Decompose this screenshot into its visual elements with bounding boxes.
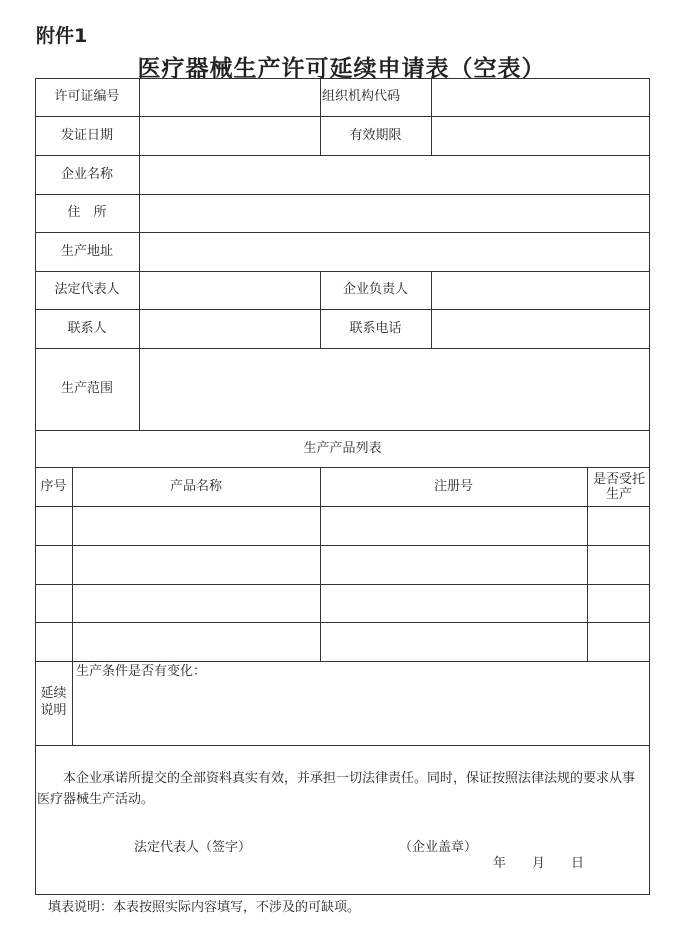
col-line — [72, 467, 73, 745]
header-registration-no: 注册号 — [433, 478, 473, 494]
label-valid-until: 有效期限 — [349, 127, 402, 143]
product-list-title: 生产产品列表 — [303, 440, 382, 456]
label-contact-phone: 联系电话 — [349, 320, 402, 336]
company-seal: （企业盖章） — [399, 840, 478, 855]
sign-date: 年 月 日 — [493, 856, 585, 871]
label-legal-rep: 法定代表人 — [54, 282, 120, 297]
label-production-scope: 生产范围 — [60, 381, 113, 396]
label-company-name: 企业名称 — [60, 166, 113, 182]
renewal-prompt: 生产条件是否有变化： — [76, 664, 207, 679]
label-production-address: 生产地址 — [60, 243, 113, 259]
row-line — [35, 545, 650, 546]
label-org-code: 组织机构代码 — [322, 89, 401, 104]
label-issue-date: 发证日期 — [60, 127, 113, 143]
header-index: 序号 — [40, 478, 67, 494]
col-line — [431, 271, 432, 348]
row-line — [35, 584, 650, 585]
label-contact: 联系人 — [67, 320, 107, 336]
row-line — [35, 745, 650, 746]
footer-note: 填表说明：本表按照实际内容填写，不涉及的可缺项。 — [48, 900, 361, 915]
attachment-label: 附件1 — [36, 25, 88, 47]
label-residence: 住 所 — [67, 205, 107, 220]
form-title: 医疗器械生产许可延续申请表（空表） — [137, 56, 546, 82]
commitment-text: 本企业承诺所提交的全部资料真实有效，并承担一切法律责任。同时，保证按照法律法规的要求从事医疗器械生产活动。 — [37, 771, 636, 807]
row-line — [35, 506, 650, 507]
col-line — [139, 78, 140, 430]
row-line — [35, 622, 650, 623]
legal-rep-signature: 法定代表人（签字） — [134, 840, 252, 855]
header-product-name: 产品名称 — [169, 478, 222, 494]
label-renewal: 延续说明 — [40, 686, 67, 718]
label-company-head: 企业负责人 — [342, 282, 408, 297]
label-license-no: 许可证编号 — [54, 89, 120, 104]
header-entrusted: 是否受托生产 — [592, 471, 645, 502]
